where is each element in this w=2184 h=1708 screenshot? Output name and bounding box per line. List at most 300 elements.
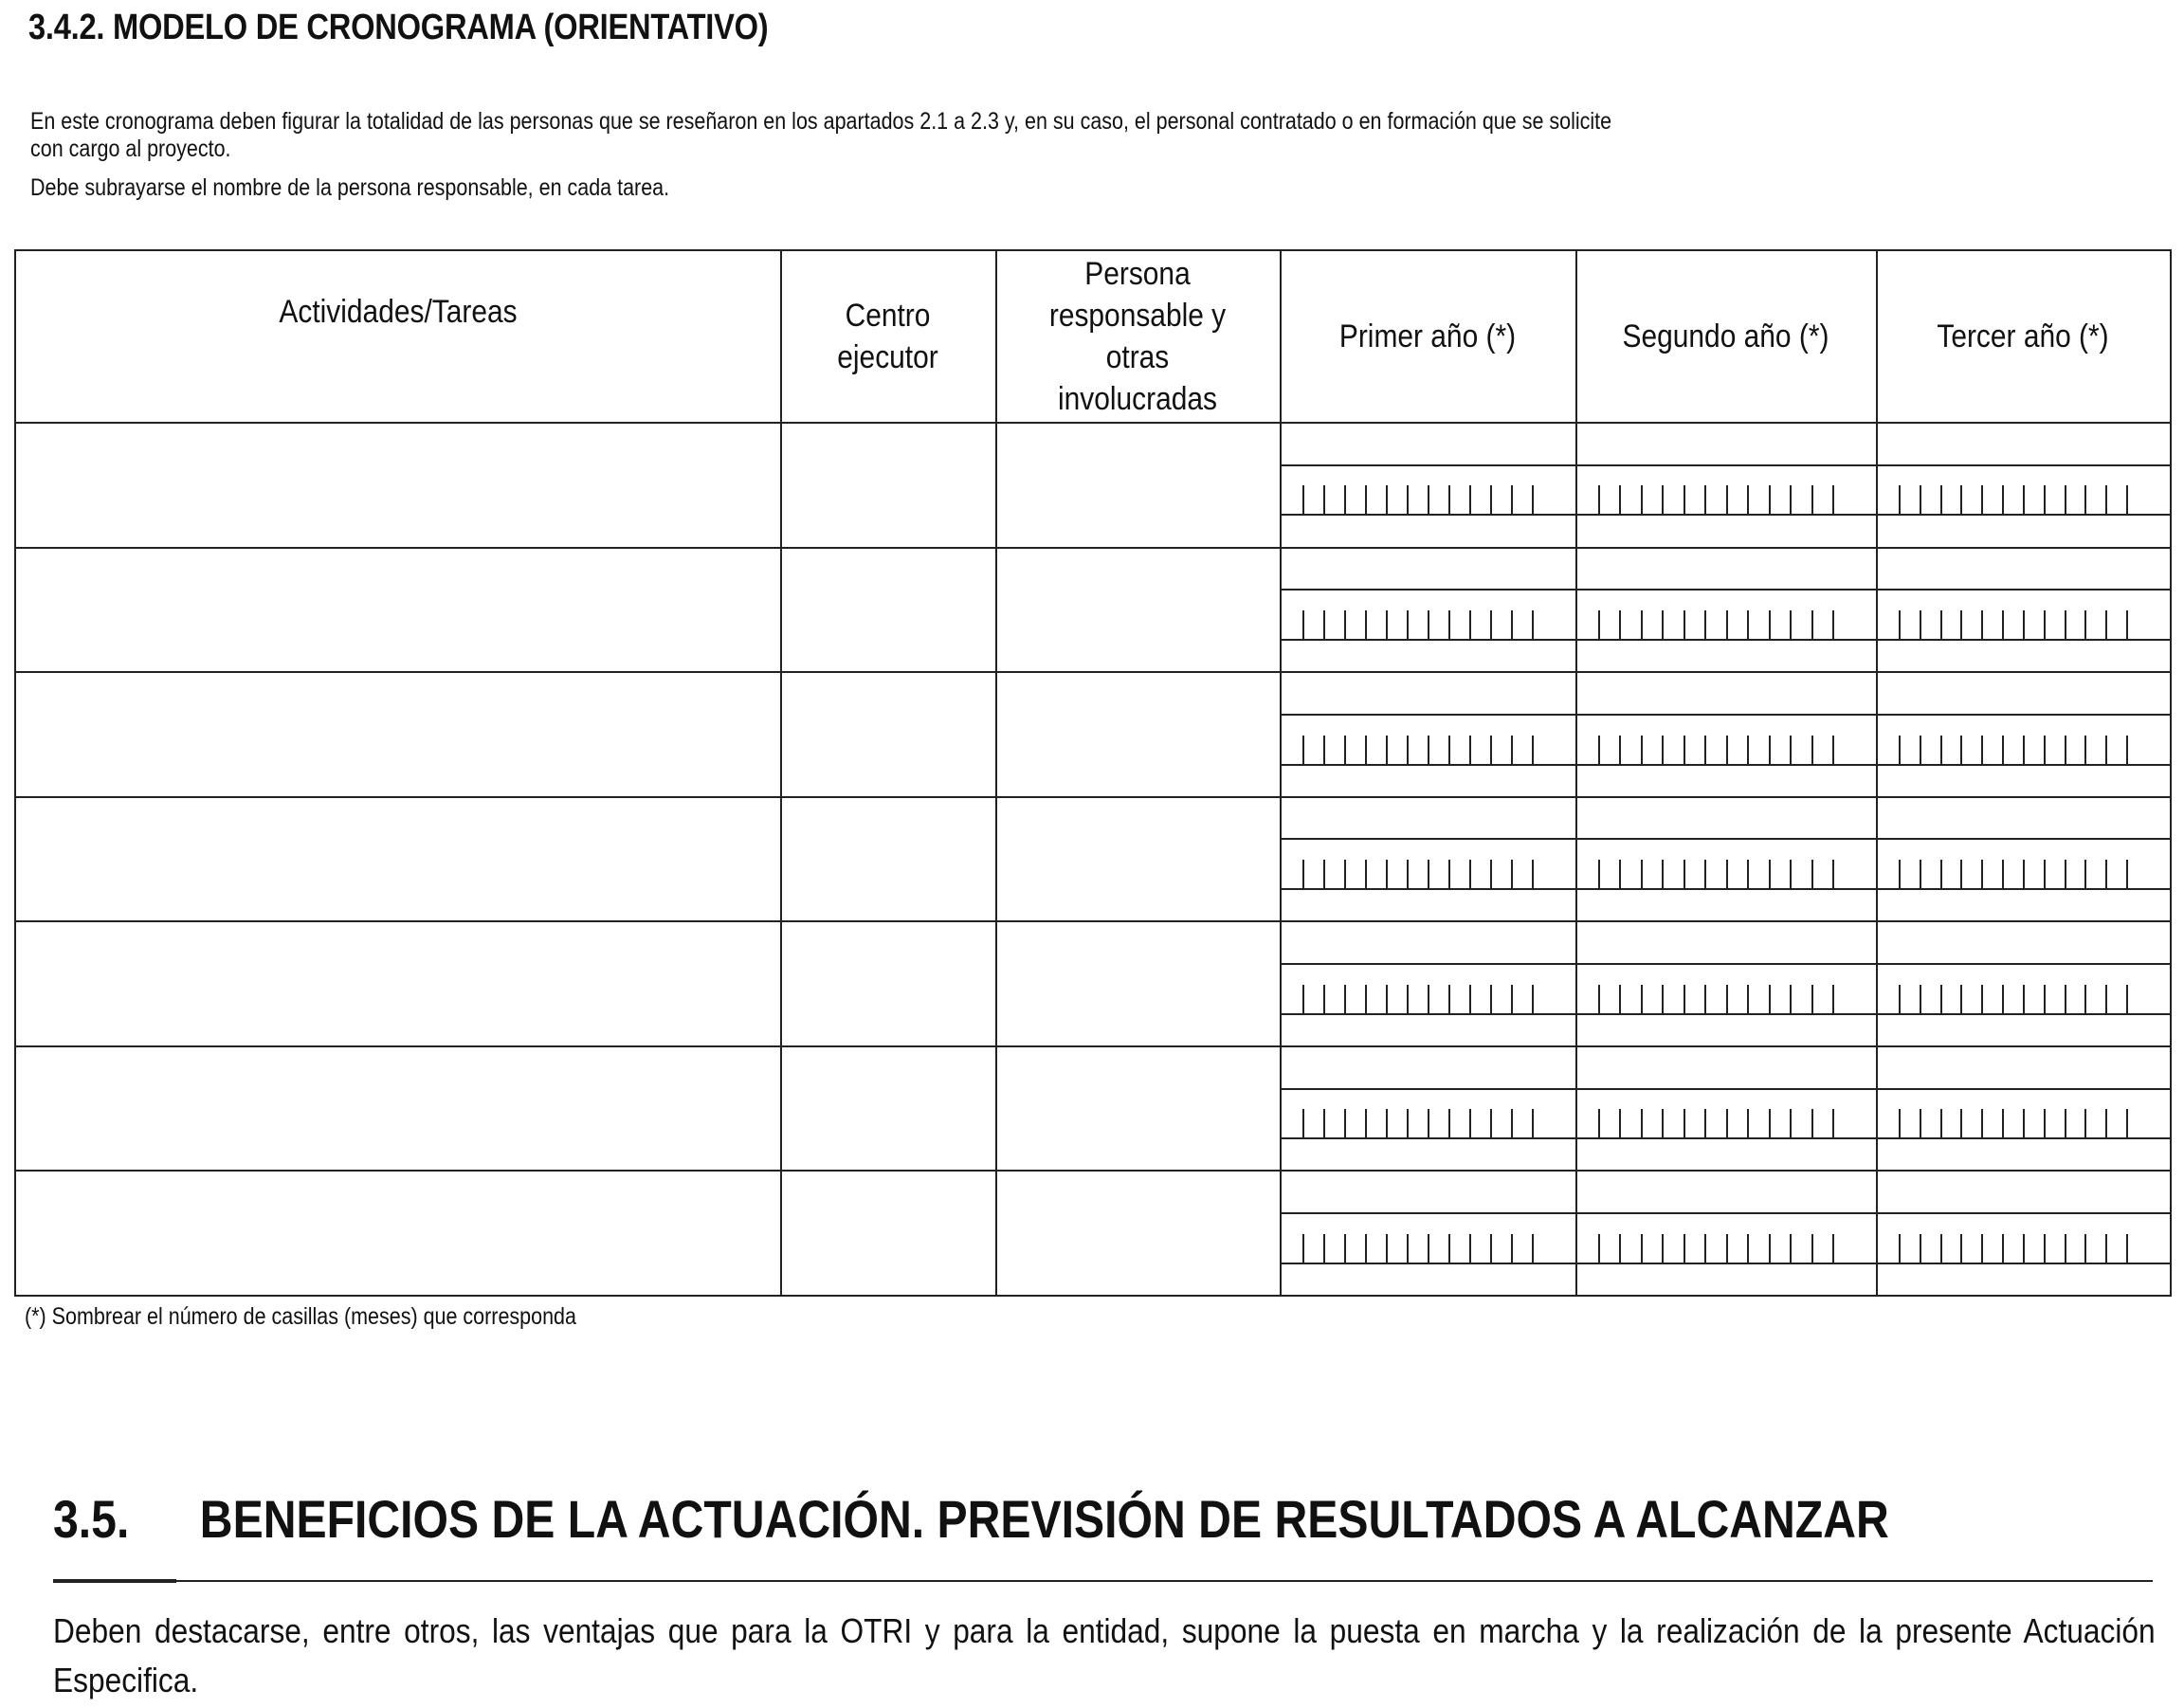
month-tick <box>1428 860 1429 888</box>
month-tick <box>1302 985 1304 1013</box>
month-tick <box>1726 1234 1728 1263</box>
month-tick <box>1619 1234 1621 1263</box>
month-tick <box>1832 485 1834 514</box>
month-tick <box>1832 985 1834 1013</box>
month-tick <box>1940 610 1942 639</box>
month-tick <box>1832 736 1834 764</box>
month-tick <box>1511 1109 1513 1137</box>
intro-text-line-2: con cargo al proyecto. <box>30 136 231 162</box>
month-tick <box>1769 485 1771 514</box>
month-tick <box>2002 1109 2004 1137</box>
month-tick <box>1323 610 1325 639</box>
month-tick <box>1490 1109 1492 1137</box>
section-3-5-heading <box>53 1488 1889 1550</box>
month-tick <box>2002 860 2004 888</box>
month-tick <box>1726 610 1728 639</box>
month-tick <box>1704 1109 1706 1137</box>
header-center <box>793 251 983 422</box>
month-tick <box>1490 736 1492 764</box>
month-tick <box>1811 610 1813 639</box>
month-tick <box>1940 485 1942 514</box>
month-tick <box>1769 860 1771 888</box>
month-tick <box>1448 1109 1450 1137</box>
month-tick <box>1960 860 1962 888</box>
month-tick <box>2084 985 2086 1013</box>
month-tick <box>2044 610 2046 639</box>
month-tick <box>2126 1109 2128 1137</box>
month-tick <box>1726 485 1728 514</box>
month-tick <box>1811 985 1813 1013</box>
header-person <box>1012 251 1263 422</box>
month-tick <box>1641 1234 1643 1263</box>
month-tick <box>1920 485 1921 514</box>
month-tick <box>1365 1109 1367 1137</box>
section-3-5-paragraph: Deben destacarse, entre otros, las ventajas que para la OTRI y para la entidad, supone la puesta en marcha y la realización de la presente Actuación Especifica. <box>53 1611 2156 1699</box>
month-tick <box>2023 736 2025 764</box>
month-tick <box>1641 736 1643 764</box>
month-tick <box>2044 1109 2046 1137</box>
month-tick <box>1726 860 1728 888</box>
month-tick <box>1960 985 1962 1013</box>
month-tick <box>2084 1234 2086 1263</box>
column-divider <box>780 251 782 1295</box>
month-tick <box>1365 610 1367 639</box>
month-tick <box>1662 736 1664 764</box>
month-tick <box>1344 985 1346 1013</box>
month-tick <box>1726 1109 1728 1137</box>
month-tick <box>2084 1109 2086 1137</box>
month-tick <box>1899 1234 1901 1263</box>
month-tick <box>1386 1234 1388 1263</box>
month-tick <box>1790 610 1792 639</box>
row-divider <box>16 1170 2170 1172</box>
month-tick <box>2044 985 2046 1013</box>
month-tick <box>1386 985 1388 1013</box>
month-tick <box>1302 485 1304 514</box>
month-tick <box>2023 610 2025 639</box>
month-tick <box>1386 1109 1388 1137</box>
month-tick <box>1899 736 1901 764</box>
month-tick <box>1940 736 1942 764</box>
month-tick <box>1747 1234 1749 1263</box>
month-tick <box>1960 736 1962 764</box>
month-tick <box>1598 736 1600 764</box>
month-tick <box>1960 1109 1962 1137</box>
month-tick <box>1747 1109 1749 1137</box>
month-tick <box>1448 985 1450 1013</box>
month-tick <box>1920 1234 1921 1263</box>
month-tick <box>1619 485 1621 514</box>
month-band-top <box>1280 1088 2170 1090</box>
month-tick <box>1598 985 1600 1013</box>
month-tick <box>1790 736 1792 764</box>
month-tick <box>1344 610 1346 639</box>
header-year-2-label: Segundo año (*) <box>1622 318 1829 354</box>
month-tick <box>1684 736 1685 764</box>
month-tick <box>1302 1234 1304 1263</box>
month-band-bottom <box>1280 764 2170 766</box>
month-tick <box>1302 610 1304 639</box>
row-divider <box>16 796 2170 798</box>
month-tick <box>1323 736 1325 764</box>
header-year-1 <box>1298 251 1558 422</box>
month-tick <box>1532 985 1534 1013</box>
month-tick <box>1448 610 1450 639</box>
month-tick <box>2023 985 2025 1013</box>
month-tick <box>1511 860 1513 888</box>
month-tick <box>1448 485 1450 514</box>
month-tick <box>2002 1234 2004 1263</box>
month-tick <box>2105 736 2107 764</box>
row-divider <box>16 671 2170 673</box>
header-person-line-3: otras <box>1105 339 1170 375</box>
month-tick <box>1662 985 1664 1013</box>
month-tick <box>2126 1234 2128 1263</box>
month-tick <box>1302 1109 1304 1137</box>
month-tick <box>1790 1109 1792 1137</box>
month-tick <box>2105 610 2107 639</box>
month-tick <box>1832 1109 1834 1137</box>
month-tick <box>1511 736 1513 764</box>
month-tick <box>1811 860 1813 888</box>
month-tick <box>1344 1109 1346 1137</box>
month-tick <box>1704 1234 1706 1263</box>
month-tick <box>1407 985 1409 1013</box>
month-tick <box>2105 1109 2107 1137</box>
month-tick <box>2084 860 2086 888</box>
month-tick <box>1662 1234 1664 1263</box>
header-activities-label: Actividades/Tareas <box>279 294 518 330</box>
month-tick <box>2002 485 2004 514</box>
header-year-3-label: Tercer año (*) <box>1937 318 2109 354</box>
month-tick <box>1469 610 1471 639</box>
month-tick <box>1407 1109 1409 1137</box>
month-tick <box>1428 610 1429 639</box>
month-tick <box>1407 736 1409 764</box>
month-tick <box>1747 860 1749 888</box>
header-center-line-1: Centro <box>845 298 931 334</box>
month-tick <box>1832 1234 1834 1263</box>
month-tick <box>1790 985 1792 1013</box>
month-tick <box>1365 736 1367 764</box>
month-tick <box>1407 485 1409 514</box>
month-tick <box>2023 1234 2025 1263</box>
month-tick <box>1469 860 1471 888</box>
month-tick <box>2126 610 2128 639</box>
month-tick <box>1684 860 1685 888</box>
month-tick <box>1469 736 1471 764</box>
month-tick <box>1704 860 1706 888</box>
month-tick <box>1769 1109 1771 1137</box>
month-tick <box>1323 860 1325 888</box>
month-tick <box>2044 485 2046 514</box>
month-tick <box>1981 985 1983 1013</box>
month-tick <box>1981 860 1983 888</box>
month-tick <box>1619 985 1621 1013</box>
month-tick <box>2084 736 2086 764</box>
section-3-5-number: 3.5. <box>53 1489 130 1549</box>
month-tick <box>1940 860 1942 888</box>
header-divider <box>16 422 2170 424</box>
month-tick <box>1684 610 1685 639</box>
month-tick <box>2084 485 2086 514</box>
month-band-bottom <box>1280 1263 2170 1264</box>
month-tick <box>1448 860 1450 888</box>
month-tick <box>2126 860 2128 888</box>
month-tick <box>1511 485 1513 514</box>
month-tick <box>1344 860 1346 888</box>
month-tick <box>1920 985 1921 1013</box>
month-tick <box>1726 736 1728 764</box>
month-tick <box>1704 610 1706 639</box>
month-tick <box>2084 610 2086 639</box>
month-tick <box>1790 485 1792 514</box>
month-tick <box>1428 985 1429 1013</box>
month-tick <box>1532 485 1534 514</box>
month-tick <box>1832 860 1834 888</box>
month-tick <box>1323 1109 1325 1137</box>
month-tick <box>2126 736 2128 764</box>
month-tick <box>1490 1234 1492 1263</box>
month-tick <box>1747 485 1749 514</box>
month-tick <box>1981 1109 1983 1137</box>
table-footnote: (*) Sombrear el número de casillas (meses) que corresponda <box>25 1303 576 1330</box>
month-tick <box>1511 1234 1513 1263</box>
month-tick <box>1619 736 1621 764</box>
month-tick <box>2023 485 2025 514</box>
header-center-line-2: ejecutor <box>837 339 938 375</box>
month-tick <box>1811 736 1813 764</box>
month-tick <box>1981 610 1983 639</box>
month-tick <box>1344 1234 1346 1263</box>
header-person-line-2: responsable y <box>1048 298 1227 334</box>
month-tick <box>1490 610 1492 639</box>
header-year-3 <box>1894 251 2153 422</box>
month-tick <box>2065 1109 2066 1137</box>
month-band-bottom <box>1280 639 2170 641</box>
month-tick <box>1704 485 1706 514</box>
month-tick <box>1811 1109 1813 1137</box>
month-tick <box>1811 485 1813 514</box>
month-tick <box>1323 1234 1325 1263</box>
month-tick <box>1469 1234 1471 1263</box>
month-tick <box>1899 1109 1901 1137</box>
month-tick <box>1386 610 1388 639</box>
month-tick <box>1684 985 1685 1013</box>
month-tick <box>1684 485 1685 514</box>
month-tick <box>1428 1109 1429 1137</box>
month-tick <box>1428 736 1429 764</box>
header-year-1-label: Primer año (*) <box>1338 318 1517 354</box>
month-tick <box>1662 1109 1664 1137</box>
month-tick <box>2002 985 2004 1013</box>
month-tick <box>1490 485 1492 514</box>
month-tick <box>1641 860 1643 888</box>
month-tick <box>1641 1109 1643 1137</box>
header-person-line-1: Persona <box>1084 256 1191 292</box>
month-band-bottom <box>1280 1137 2170 1139</box>
month-tick <box>1899 610 1901 639</box>
month-tick <box>1811 1234 1813 1263</box>
month-tick <box>1598 1234 1600 1263</box>
month-tick <box>1469 985 1471 1013</box>
section-3-5-rule-accent <box>53 1579 176 1583</box>
column-divider <box>995 251 997 1295</box>
month-tick <box>2065 485 2066 514</box>
month-tick <box>2065 610 2066 639</box>
month-tick <box>1940 985 1942 1013</box>
month-tick <box>1490 860 1492 888</box>
month-tick <box>1532 1234 1534 1263</box>
month-tick <box>1981 485 1983 514</box>
month-tick <box>1899 985 1901 1013</box>
month-tick <box>2126 485 2128 514</box>
month-tick <box>1469 485 1471 514</box>
month-band-top <box>1280 963 2170 965</box>
month-tick <box>1981 1234 1983 1263</box>
month-tick <box>1704 736 1706 764</box>
month-tick <box>1684 1234 1685 1263</box>
section-3-5-rule <box>53 1580 2153 1582</box>
month-band-bottom <box>1280 1013 2170 1015</box>
month-tick <box>1662 485 1664 514</box>
month-tick <box>2065 860 2066 888</box>
month-tick <box>2126 985 2128 1013</box>
row-divider <box>16 1045 2170 1047</box>
schedule-table <box>14 249 2172 1297</box>
month-tick <box>1899 860 1901 888</box>
month-tick <box>1386 736 1388 764</box>
month-tick <box>1407 860 1409 888</box>
month-tick <box>1899 485 1901 514</box>
month-tick <box>1428 485 1429 514</box>
month-tick <box>1302 736 1304 764</box>
month-tick <box>1344 485 1346 514</box>
month-tick <box>1641 485 1643 514</box>
month-tick <box>2023 860 2025 888</box>
month-tick <box>1641 985 1643 1013</box>
month-tick <box>1832 610 1834 639</box>
month-tick <box>1532 1109 1534 1137</box>
month-tick <box>1323 485 1325 514</box>
month-band-top <box>1280 464 2170 466</box>
month-tick <box>1747 610 1749 639</box>
month-tick <box>1920 860 1921 888</box>
month-tick <box>1323 985 1325 1013</box>
month-tick <box>1769 985 1771 1013</box>
month-tick <box>1448 736 1450 764</box>
section-3-5-title: BENEFICIOS DE LA ACTUACIÓN. PREVISIÓN DE RESULTADOS A ALCANZAR <box>199 1489 1889 1549</box>
month-tick <box>1747 985 1749 1013</box>
section-title: 3.4.2. MODELO DE CRONOGRAMA (ORIENTATIVO) <box>28 8 769 47</box>
row-divider <box>16 547 2170 549</box>
month-tick <box>1920 736 1921 764</box>
month-tick <box>1598 610 1600 639</box>
row-divider <box>16 920 2170 922</box>
month-tick <box>1344 736 1346 764</box>
month-tick <box>1940 1234 1942 1263</box>
month-tick <box>1532 736 1534 764</box>
month-tick <box>1532 610 1534 639</box>
intro-text-line-1: En este cronograma deben figurar la totalidad de las personas que se reseñaron en los apartados 2.1 a 2.3 y, en su caso, el personal contratado o en formación que se solicite <box>30 108 1612 135</box>
month-tick <box>1790 1234 1792 1263</box>
month-tick <box>2044 736 2046 764</box>
month-tick <box>1662 610 1664 639</box>
month-tick <box>1598 1109 1600 1137</box>
month-tick <box>2105 860 2107 888</box>
month-tick <box>1769 1234 1771 1263</box>
month-tick <box>1407 1234 1409 1263</box>
month-tick <box>2065 736 2066 764</box>
month-tick <box>1511 985 1513 1013</box>
intro-text-line-3: Debe subrayarse el nombre de la persona responsable, en cada tarea. <box>30 174 670 201</box>
header-person-line-4: involucradas <box>1058 381 1217 417</box>
month-tick <box>2065 1234 2066 1263</box>
month-tick <box>1365 985 1367 1013</box>
month-tick <box>1960 610 1962 639</box>
month-tick <box>2105 485 2107 514</box>
month-tick <box>2065 985 2066 1013</box>
month-tick <box>1448 1234 1450 1263</box>
month-tick <box>1769 610 1771 639</box>
month-tick <box>1619 610 1621 639</box>
month-tick <box>1704 985 1706 1013</box>
month-band-bottom <box>1280 514 2170 516</box>
month-tick <box>1960 485 1962 514</box>
month-tick <box>2044 1234 2046 1263</box>
header-year-2 <box>1593 251 1858 422</box>
month-tick <box>1365 1234 1367 1263</box>
month-tick <box>1619 860 1621 888</box>
month-tick <box>1790 860 1792 888</box>
month-tick <box>2044 860 2046 888</box>
month-tick <box>1619 1109 1621 1137</box>
month-tick <box>1920 1109 1921 1137</box>
month-tick <box>1365 860 1367 888</box>
month-tick <box>1684 1109 1685 1137</box>
month-tick <box>2105 1234 2107 1263</box>
month-tick <box>1386 485 1388 514</box>
month-tick <box>1407 610 1409 639</box>
month-tick <box>1940 1109 1942 1137</box>
month-tick <box>1960 1234 1962 1263</box>
month-tick <box>2105 985 2107 1013</box>
month-tick <box>1726 985 1728 1013</box>
header-activities <box>62 251 734 422</box>
month-tick <box>1641 610 1643 639</box>
month-tick <box>1428 1234 1429 1263</box>
month-tick <box>1365 485 1367 514</box>
month-tick <box>1747 736 1749 764</box>
month-band-top <box>1280 1212 2170 1214</box>
month-tick <box>1981 736 1983 764</box>
month-tick <box>1511 610 1513 639</box>
month-tick <box>1920 610 1921 639</box>
month-tick <box>2002 736 2004 764</box>
month-tick <box>1662 860 1664 888</box>
month-band-top <box>1280 838 2170 840</box>
month-tick <box>1532 860 1534 888</box>
month-tick <box>1386 860 1388 888</box>
month-tick <box>2002 610 2004 639</box>
month-band-top <box>1280 714 2170 716</box>
month-tick <box>1490 985 1492 1013</box>
month-tick <box>1769 736 1771 764</box>
month-tick <box>1598 485 1600 514</box>
month-tick <box>1302 860 1304 888</box>
month-tick <box>1469 1109 1471 1137</box>
month-band-bottom <box>1280 888 2170 890</box>
